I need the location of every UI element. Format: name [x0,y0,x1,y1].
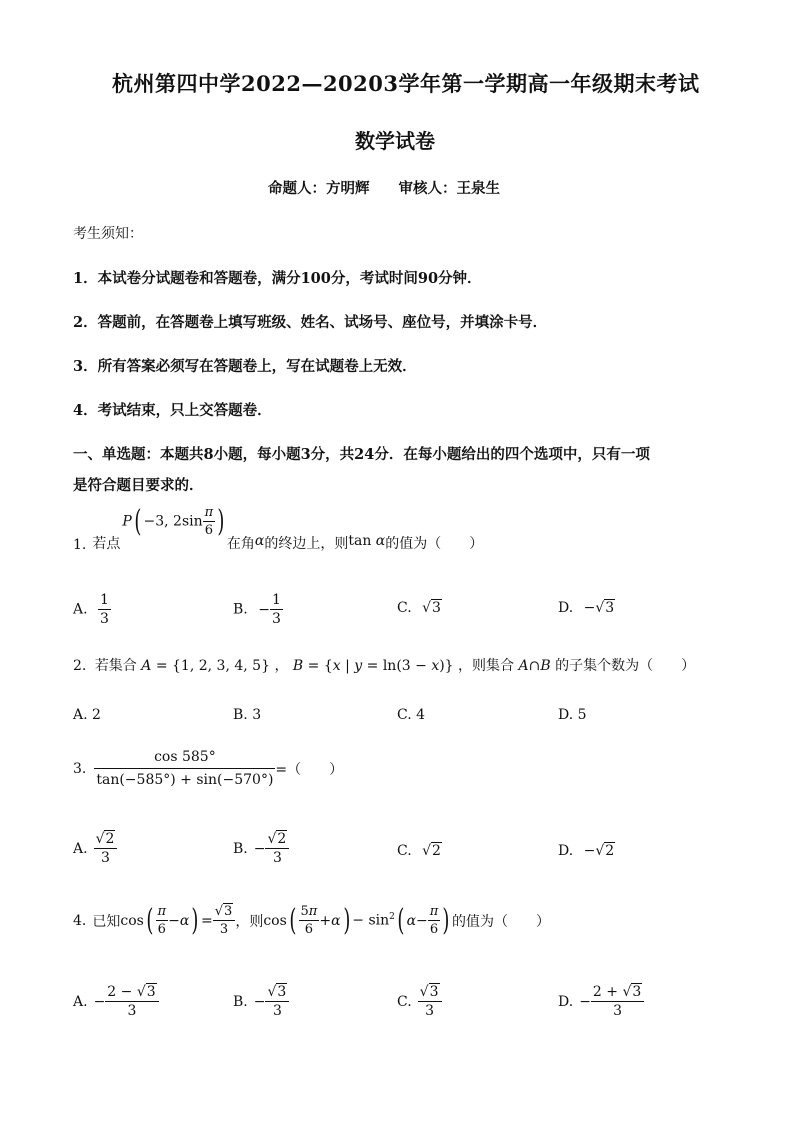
exam-subject: 数学试卷 [355,129,435,153]
question-text: 在角 [226,536,255,552]
q1-option-a[interactable]: A. $\frac{1}{3}$ [73,592,109,627]
notice-item-4: 4．考试结束，只上交答题卷． [73,402,272,419]
question-text: =（ ） [275,761,344,778]
q3-option-d[interactable]: D. −√2 [558,843,615,859]
tan-expression: tan α [348,533,386,549]
question-number: 2. [73,658,87,674]
q2-option-a[interactable]: A. 2 [73,707,101,723]
exam-title: 杭州第四中学2022—20203学年第一学期高一年级期末考试 [112,71,700,96]
question-number: 3. [73,760,87,777]
question-text: ，则 [235,913,264,930]
exam-authors: 命题人：方明辉 审核人：王泉生 [268,180,500,197]
notice-heading: 考生须知： [73,226,143,242]
q3-option-c[interactable]: C. √2 [397,843,441,859]
question-text: 的值为（ ） [385,536,484,552]
question-number: 4. [73,912,87,929]
question-text: ， [274,658,289,674]
question-2 [73,655,695,675]
option-label: B. [233,993,248,1010]
q3-option-b[interactable]: B. − $\frac{√2}{3}$ [233,832,289,865]
question-text: 若点 [92,536,121,552]
question-text: 的子集个数为（ ） [555,658,696,674]
question-4 [73,902,551,938]
notice-item-3: 3．所有答案必须写在答题卷上，写在试题卷上无效． [73,358,417,375]
q4-option-b[interactable]: B. − $\frac{√3}{3}$ [233,985,289,1018]
section-heading-line1: 一、单选题：本题共8小题，每小题3分，共24分．在每小题给出的四个选项中，只有一项 [73,446,650,463]
q1-option-b[interactable]: B. − $\frac{1}{3}$ [233,592,281,627]
option-label: C. [397,993,412,1010]
option-label: C. [397,600,412,616]
question-text: 若集合 [94,658,137,674]
option-label: D. [558,993,574,1010]
option-label: D. [558,600,574,616]
q3-option-a[interactable]: A. $\frac{√2}{3}$ [73,832,117,865]
question-3 [73,750,343,787]
q4-option-c[interactable]: C. $\frac{√3}{3}$ [397,985,442,1018]
notice-item-1: 1．本试卷分试题卷和答题卷，满分100分，考试时间90分钟． [73,270,482,287]
section-heading-line2: 是符合题目要求的． [73,477,204,494]
q2-option-c[interactable]: C. 4 [397,707,426,723]
set-a-expression: A = {1, 2, 3, 4, 5} [141,658,270,674]
point-expression: P( −3, 2sin $\frac{\pi}{6}$ ) [122,503,225,539]
option-label: B. [233,601,248,618]
question-text: ，则集合 [458,658,515,674]
question-text: 的终边上，则 [264,536,349,552]
option-label: A. [73,840,88,857]
target-expression: cos ( $\frac{5\pi}{6}$ + α ) − $\sin^2$ ( α − $\frac{\pi}{6}$ ) [263,902,450,938]
question-1 [73,503,484,553]
q4-option-d[interactable]: D. − $\frac{2 + √3}{3}$ [558,985,644,1018]
notice-item-2: 2．答题前，在答题卷上填写班级、姓名、试场号、座位号，并填涂卡号． [73,314,548,331]
alpha-symbol: α [254,533,265,549]
q2-option-b[interactable]: B. 3 [233,707,262,723]
option-label: D. [558,843,574,859]
intersection-expression: A∩B [518,658,551,674]
question-text: 的值为（ ） [452,913,551,930]
q1-option-d[interactable]: D. −√3 [558,600,615,616]
given-expression: cos ( $\frac{\pi}{6}$ − α ) = $\frac{√3}{3}$ [120,905,235,936]
question-text: 已知 [92,913,121,930]
option-label: A. [73,993,88,1010]
q1-option-c[interactable]: C. √3 [397,600,441,616]
fraction-expression: $\frac{\cos 585^\circ}{\tan(-585^\circ) + \sin(-570^\circ)}$ [96,749,274,788]
set-b-expression: B = {x | y = ln(3 − x)} [292,658,454,674]
q2-option-d[interactable]: D. 5 [558,707,587,723]
q4-option-a[interactable]: A. − $\frac{2 - √3}{3}$ [73,985,159,1018]
option-label: B. [233,840,248,857]
question-number: 1. [73,537,87,553]
option-label: A. [73,601,88,618]
option-label: C. [397,843,412,859]
